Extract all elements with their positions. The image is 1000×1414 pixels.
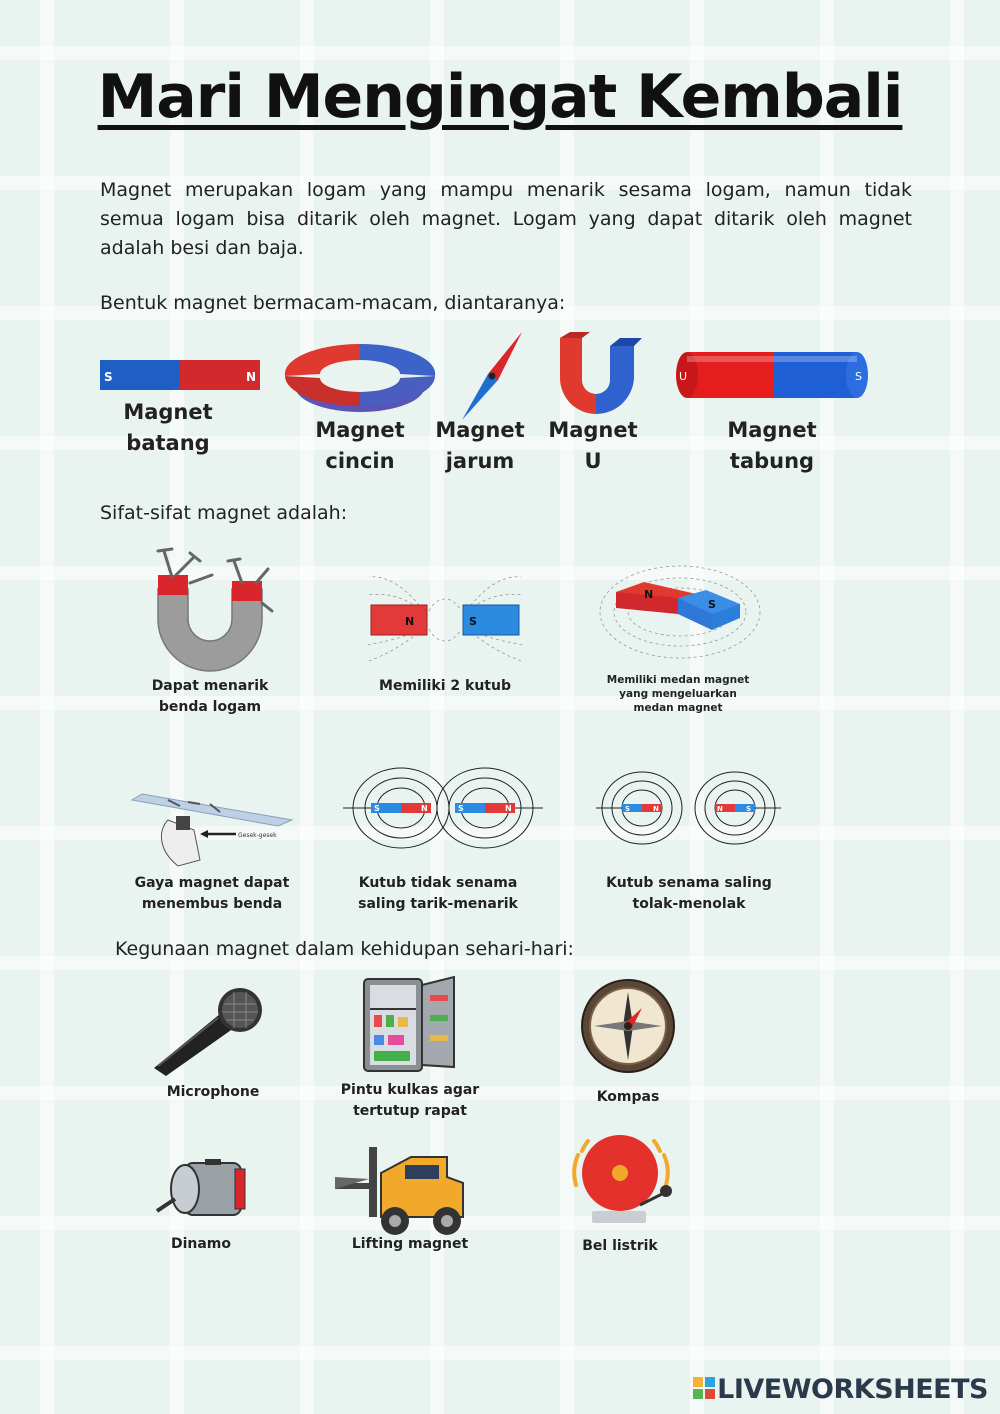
svg-text:S: S [104, 370, 113, 384]
magnetic-field-icon [600, 552, 765, 667]
use-label-4: Lifting magnet [351, 1236, 469, 1252]
ring-magnet-icon [285, 340, 435, 412]
cylinder-magnet-icon [675, 350, 871, 400]
dynamo-icon [155, 1155, 250, 1225]
use-label-3: Dinamo [170, 1236, 232, 1252]
uses-intro: Kegunaan magnet dalam kehidupan sehari-hari: [115, 938, 574, 960]
bell-icon [568, 1125, 676, 1233]
brand-label: LIVEWORKSHEETS [717, 1374, 988, 1405]
properties-intro: Sifat-sifat magnet adalah: [100, 502, 348, 524]
attract-poles-icon [343, 763, 543, 853]
shape-label-tabung: Magnet tabung [727, 418, 817, 473]
intro-paragraph: Magnet merupakan logam yang mampu menarik sesama logam, namun tidak semua logam bisa ditarik oleh magnet. Logam yang dapat ditarik oleh magnet adalah besi dan baja. [100, 179, 912, 259]
property-label-4: Kutub tidak senama saling tarik-menarik [358, 875, 518, 912]
property-label-5: Kutub senama saling tolak-menolak [606, 875, 772, 912]
svg-text:N: N [505, 804, 512, 813]
property-label-3: Gaya magnet dapat menembus benda [134, 875, 290, 912]
shape-label-cincin: Magnet cincin [315, 418, 405, 473]
svg-text:N: N [717, 805, 723, 813]
svg-text:S: S [458, 804, 464, 813]
shape-label-jarum: Magnet jarum [435, 418, 525, 473]
microphone-icon [150, 988, 270, 1078]
svg-text:S: S [374, 804, 380, 813]
property-label-0: Dapat menarik benda logam [151, 678, 269, 715]
forklift-icon [335, 1145, 467, 1237]
two-poles-icon [365, 565, 525, 675]
bar-magnet-icon [100, 360, 260, 392]
svg-text:Gesek-gesek: Gesek-gesek [238, 832, 277, 839]
svg-text:N: N [653, 805, 659, 813]
refrigerator-icon [360, 975, 460, 1075]
repel-poles-icon [596, 767, 781, 849]
compass-icon [580, 978, 676, 1074]
magnet-through-object-icon [128, 790, 293, 875]
horseshoe-nails-icon [150, 545, 275, 675]
use-label-2: Kompas [596, 1089, 660, 1105]
svg-text:U: U [679, 370, 688, 383]
svg-text:S: S [708, 598, 716, 611]
svg-text:S: S [625, 805, 631, 813]
svg-text:N: N [644, 588, 654, 601]
svg-text:N: N [405, 615, 415, 628]
liveworksheets-logo-icon [693, 1377, 715, 1399]
shape-label-u: Magnet U [548, 418, 638, 473]
svg-text:S: S [746, 805, 752, 813]
page-title: Mari Mengingat Kembali [97, 62, 903, 132]
use-label-5: Bel listrik [582, 1238, 658, 1254]
needle-magnet-icon [458, 330, 528, 422]
shape-label-batang: Magnet batang [123, 400, 213, 455]
svg-text:S: S [469, 615, 477, 628]
use-label-0: Microphone [166, 1084, 260, 1100]
property-label-2: Memiliki medan magnet yang mengeluarkan medan magnet [606, 674, 750, 714]
shapes-intro: Bentuk magnet bermacam-macam, diantaranya: [100, 292, 566, 314]
use-label-1: Pintu kulkas agar tertutup rapat [340, 1082, 480, 1119]
svg-text:N: N [421, 804, 428, 813]
svg-text:S: S [855, 370, 862, 383]
property-label-1: Memiliki 2 kutub [379, 678, 511, 694]
u-magnet-icon [556, 328, 646, 418]
svg-text:N: N [246, 370, 257, 384]
